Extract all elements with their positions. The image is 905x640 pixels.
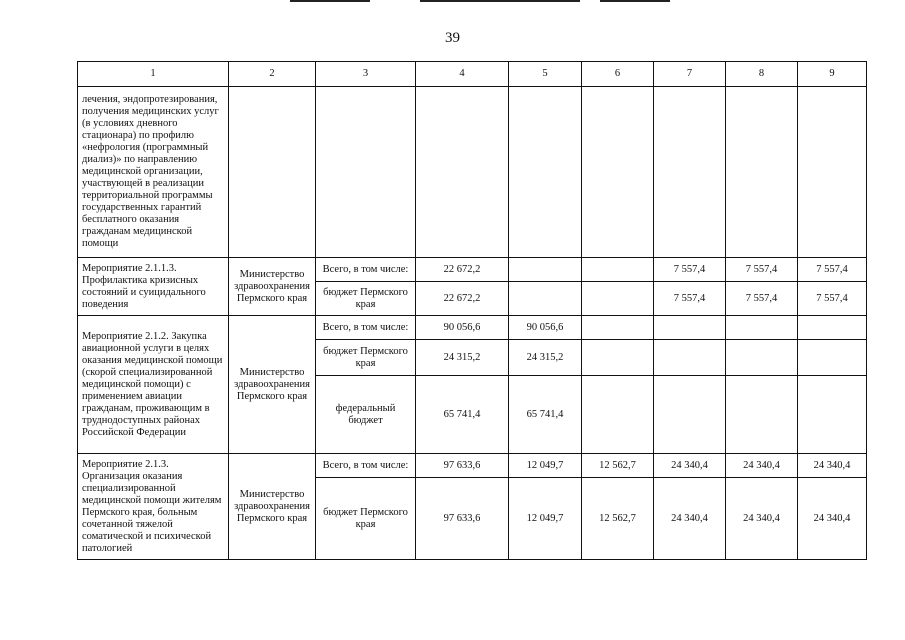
executor-cell: Министерство здравоохранения Пермского края — [229, 454, 316, 560]
value-cell — [582, 282, 654, 316]
executor-cell: Министерство здравоохранения Пермского края — [229, 316, 316, 454]
funding-source: Всего, в том числе: — [316, 258, 416, 282]
column-header: 5 — [509, 62, 582, 87]
value-cell: 24 340,4 — [726, 478, 798, 560]
value-cell: 7 557,4 — [798, 258, 867, 282]
value-cell — [798, 376, 867, 454]
column-header: 3 — [316, 62, 416, 87]
column-header: 4 — [416, 62, 509, 87]
funding-source: федеральный бюджет — [316, 376, 416, 454]
value-cell: 24 340,4 — [654, 478, 726, 560]
header-row — [78, 62, 867, 87]
value-cell — [654, 340, 726, 376]
value-cell — [798, 316, 867, 340]
measure-description: Мероприятие 2.1.3. Организация оказания специализированной медицинской помощи жителям Пермского края, больным сочетанной тяжелой соматической и психической патологией — [78, 454, 229, 560]
value-cell — [509, 282, 582, 316]
value-cell: 97 633,6 — [416, 478, 509, 560]
table-cell — [798, 87, 867, 258]
value-cell: 12 562,7 — [582, 478, 654, 560]
top-rule — [600, 0, 670, 2]
funding-source: бюджет Пермского края — [316, 340, 416, 376]
value-cell: 24 340,4 — [798, 454, 867, 478]
measure-description: лечения, эндопротезирования, получения медицинских услуг (в условиях дневного стационара) по профилю «нефрология (программный диализ)» по направлению медицинской организации, участвующей в реализации территориальной программы государственных гарантий бесплатного оказания гражданам медицинской помощи — [78, 87, 229, 258]
value-cell — [509, 258, 582, 282]
program-table — [77, 61, 867, 560]
value-cell — [726, 340, 798, 376]
value-cell — [726, 376, 798, 454]
value-cell: 7 557,4 — [654, 282, 726, 316]
value-cell — [582, 376, 654, 454]
value-cell: 90 056,6 — [416, 316, 509, 340]
funding-source: бюджет Пермского края — [316, 282, 416, 316]
value-cell: 12 049,7 — [509, 478, 582, 560]
column-header: 9 — [798, 62, 867, 87]
value-cell: 12 562,7 — [582, 454, 654, 478]
table-cell — [229, 87, 316, 258]
value-cell: 7 557,4 — [798, 282, 867, 316]
value-cell: 65 741,4 — [509, 376, 582, 454]
value-cell: 24 315,2 — [416, 340, 509, 376]
funding-source: Всего, в том числе: — [316, 316, 416, 340]
measure-description: Мероприятие 2.1.1.3. Профилактика кризисных состояний и суицидального поведения — [78, 258, 229, 316]
value-cell: 22 672,2 — [416, 258, 509, 282]
table-row — [78, 87, 867, 258]
column-header: 2 — [229, 62, 316, 87]
value-cell: 65 741,4 — [416, 376, 509, 454]
value-cell — [654, 316, 726, 340]
value-cell — [582, 316, 654, 340]
measure-description: Мероприятие 2.1.2. Закупка авиационной услуги в целях оказания медицинской помощи (скорой специализированной медицинской помощи) с применением авиации гражданам, проживающим в труднодоступных районах Российской Федерации — [78, 316, 229, 454]
funding-source: бюджет Пермского края — [316, 478, 416, 560]
value-cell: 97 633,6 — [416, 454, 509, 478]
table-row — [78, 258, 867, 282]
value-cell: 24 340,4 — [726, 454, 798, 478]
table-row — [78, 454, 867, 478]
column-header: 6 — [582, 62, 654, 87]
value-cell: 7 557,4 — [726, 258, 798, 282]
page-number: 39 — [445, 30, 460, 46]
value-cell — [582, 340, 654, 376]
executor-cell: Министерство здравоохранения Пермского края — [229, 258, 316, 316]
value-cell: 24 315,2 — [509, 340, 582, 376]
value-cell — [582, 258, 654, 282]
value-cell — [726, 316, 798, 340]
value-cell: 24 340,4 — [654, 454, 726, 478]
column-header: 7 — [654, 62, 726, 87]
table-row — [78, 316, 867, 340]
table-cell — [509, 87, 582, 258]
column-header: 8 — [726, 62, 798, 87]
table-cell — [416, 87, 509, 258]
column-header: 1 — [78, 62, 229, 87]
top-rule — [420, 0, 580, 2]
value-cell — [798, 340, 867, 376]
value-cell: 22 672,2 — [416, 282, 509, 316]
top-rule — [290, 0, 370, 2]
value-cell: 12 049,7 — [509, 454, 582, 478]
table-cell — [582, 87, 654, 258]
value-cell: 7 557,4 — [654, 258, 726, 282]
funding-source: Всего, в том числе: — [316, 454, 416, 478]
table-cell — [654, 87, 726, 258]
table-cell — [726, 87, 798, 258]
value-cell: 24 340,4 — [798, 478, 867, 560]
value-cell: 7 557,4 — [726, 282, 798, 316]
table-cell — [316, 87, 416, 258]
value-cell: 90 056,6 — [509, 316, 582, 340]
value-cell — [654, 376, 726, 454]
